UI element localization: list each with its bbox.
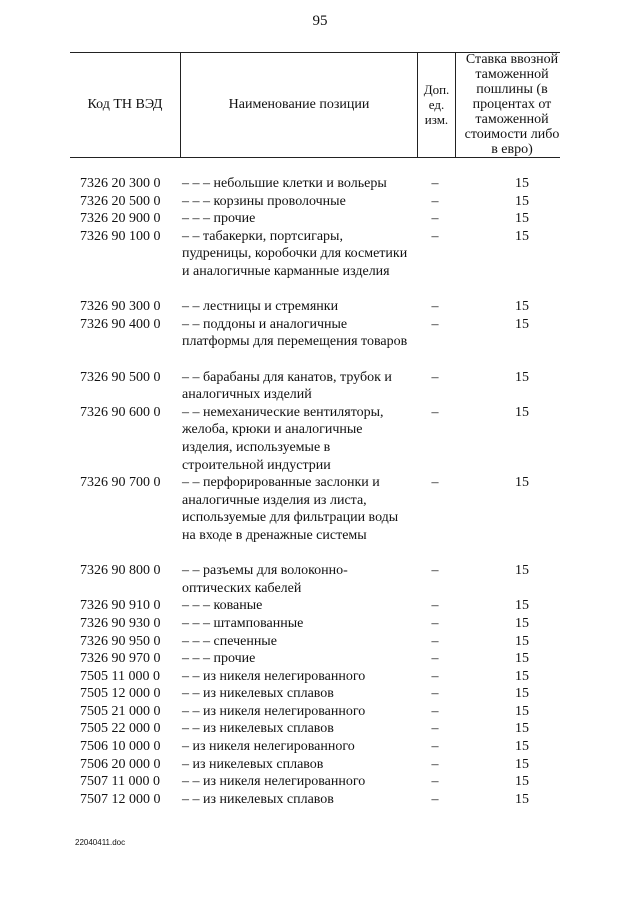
- row-unit: –: [431, 668, 439, 684]
- row-rate: 15: [515, 756, 529, 772]
- row-code: 7326 90 930 0: [80, 615, 161, 631]
- row-name: – – перфорированные заслонки и аналогичные изделия из листа, используемые для фильтрации воды на входе в дренажные системы: [182, 475, 399, 543]
- row-rate: 15: [515, 563, 529, 579]
- table-row: [0, 756, 640, 774]
- row-rate: 15: [515, 211, 529, 227]
- row-rate: 15: [515, 598, 529, 614]
- row-rate: 15: [515, 615, 529, 631]
- table-row: [0, 685, 640, 703]
- row-name: – из никеля нелегированного: [182, 739, 355, 755]
- row-rate: 15: [515, 404, 529, 420]
- tariff-table-body: [0, 175, 640, 808]
- row-rate: 15: [515, 369, 529, 385]
- row-rate: 15: [515, 316, 529, 332]
- row-rate: 15: [515, 774, 529, 790]
- header-bottom-border: [70, 157, 560, 158]
- row-name: – – – прочие: [182, 651, 256, 667]
- row-code: 7326 90 500 0: [80, 369, 161, 385]
- row-code: 7326 90 300 0: [80, 299, 161, 315]
- row-rate: 15: [515, 686, 529, 702]
- table-row: [0, 650, 640, 668]
- row-name: – – барабаны для канатов, трубок и аналогичных изделий: [182, 369, 392, 403]
- row-code: 7505 11 000 0: [80, 668, 160, 684]
- row-code: 7507 11 000 0: [80, 774, 160, 790]
- row-code: 7326 20 900 0: [80, 211, 161, 227]
- table-row: [0, 720, 640, 738]
- table-row: [0, 316, 640, 369]
- row-rate: 15: [515, 651, 529, 667]
- row-name: – – из никелевых сплавов: [182, 791, 334, 807]
- row-unit: –: [431, 703, 439, 719]
- row-unit: –: [431, 721, 439, 737]
- table-row: [0, 773, 640, 791]
- row-unit: –: [431, 598, 439, 614]
- table-row: [0, 193, 640, 211]
- row-unit: –: [431, 756, 439, 772]
- row-rate: 15: [515, 299, 529, 315]
- row-unit: –: [431, 563, 439, 579]
- header-code: Код ТН ВЭД: [87, 97, 163, 112]
- row-name: – – – корзины проволочные: [182, 193, 346, 209]
- row-code: 7507 12 000 0: [80, 791, 161, 807]
- row-name: – – разъемы для волоконно-оптических кабелей: [182, 563, 348, 596]
- row-name: – – немеханические вентиляторы, желоба, крюки и аналогичные изделия, используемые в строительной индустрии: [182, 404, 384, 473]
- footer-filename: 22040411.doc: [75, 838, 126, 847]
- row-code: 7506 20 000 0: [80, 756, 161, 772]
- row-code: 7326 20 300 0: [80, 176, 161, 191]
- row-rate: 15: [515, 176, 529, 191]
- row-name: – – – небольшие клетки и вольеры: [182, 176, 387, 191]
- header-name: Наименование позиции: [228, 97, 370, 112]
- row-unit: –: [431, 633, 439, 649]
- row-rate: 15: [515, 228, 529, 244]
- table-row: [0, 597, 640, 615]
- row-code: 7326 90 700 0: [80, 475, 161, 491]
- table-row: [0, 615, 640, 633]
- row-code: 7326 90 910 0: [80, 598, 161, 614]
- row-unit: –: [431, 193, 439, 209]
- row-code: 7326 20 500 0: [80, 193, 161, 209]
- table-row: [0, 474, 640, 562]
- row-code: 7326 90 400 0: [80, 316, 161, 332]
- row-unit: –: [431, 316, 439, 332]
- row-code: 7505 12 000 0: [80, 686, 161, 702]
- row-unit: –: [431, 404, 439, 420]
- header-rate: Ставка ввозной таможенной пошлины (в процентах от таможенной стоимости либо в евро): [464, 52, 560, 157]
- row-unit: –: [431, 615, 439, 631]
- row-unit: –: [431, 739, 439, 755]
- table-row: [0, 404, 640, 474]
- row-unit: –: [431, 791, 439, 807]
- row-unit: –: [431, 211, 439, 227]
- row-unit: –: [431, 475, 439, 491]
- table-row: [0, 228, 640, 298]
- table-row: [0, 210, 640, 228]
- header-unit: Доп. ед. изм.: [423, 82, 450, 127]
- row-unit: –: [431, 228, 439, 244]
- row-code: 7326 90 950 0: [80, 633, 161, 649]
- row-name: – – – прочие: [182, 211, 256, 227]
- row-code: 7326 90 100 0: [80, 228, 161, 244]
- table-row: [0, 738, 640, 756]
- table-row: [0, 791, 640, 809]
- row-name: – – табакерки, портсигары, пудреницы, коробочки для косметики и аналогичные карманные изделия: [182, 228, 408, 279]
- row-name: – – – спеченные: [182, 633, 277, 649]
- row-name: – – из никеля нелегированного: [182, 668, 366, 684]
- row-code: 7505 21 000 0: [80, 703, 161, 719]
- row-unit: –: [431, 176, 439, 191]
- row-name: – из никелевых сплавов: [182, 756, 324, 772]
- row-name: – – – кованые: [182, 598, 263, 614]
- row-unit: –: [431, 651, 439, 667]
- table-row: [0, 298, 640, 316]
- row-rate: 15: [515, 668, 529, 684]
- row-name: – – поддоны и аналогичные платформы для перемещения товаров: [182, 316, 408, 350]
- row-unit: –: [431, 686, 439, 702]
- row-rate: 15: [515, 703, 529, 719]
- table-row: [0, 562, 640, 597]
- table-row: [0, 703, 640, 721]
- row-rate: 15: [515, 791, 529, 807]
- row-code: 7326 90 800 0: [80, 563, 161, 579]
- row-rate: 15: [515, 721, 529, 737]
- column-divider: [455, 52, 456, 158]
- row-name: – – – штампованные: [182, 615, 304, 631]
- row-rate: 15: [515, 739, 529, 755]
- row-rate: 15: [515, 193, 529, 209]
- row-rate: 15: [515, 475, 529, 491]
- row-unit: –: [431, 369, 439, 385]
- row-code: 7326 90 970 0: [80, 651, 161, 667]
- page-number: 95: [312, 13, 328, 29]
- row-unit: –: [431, 299, 439, 315]
- row-code: 7505 22 000 0: [80, 721, 161, 737]
- row-rate: 15: [515, 633, 529, 649]
- row-name: – – из никелевых сплавов: [182, 721, 334, 737]
- table-row: [0, 668, 640, 686]
- row-unit: –: [431, 774, 439, 790]
- table-row: [0, 369, 640, 404]
- table-row: [0, 175, 640, 193]
- row-code: 7506 10 000 0: [80, 739, 161, 755]
- row-name: – – из никеля нелегированного: [182, 774, 366, 790]
- row-name: – – из никелевых сплавов: [182, 686, 334, 702]
- row-name: – – из никеля нелегированного: [182, 703, 366, 719]
- row-code: 7326 90 600 0: [80, 404, 161, 420]
- table-row: [0, 633, 640, 651]
- row-name: – – лестницы и стремянки: [182, 299, 339, 315]
